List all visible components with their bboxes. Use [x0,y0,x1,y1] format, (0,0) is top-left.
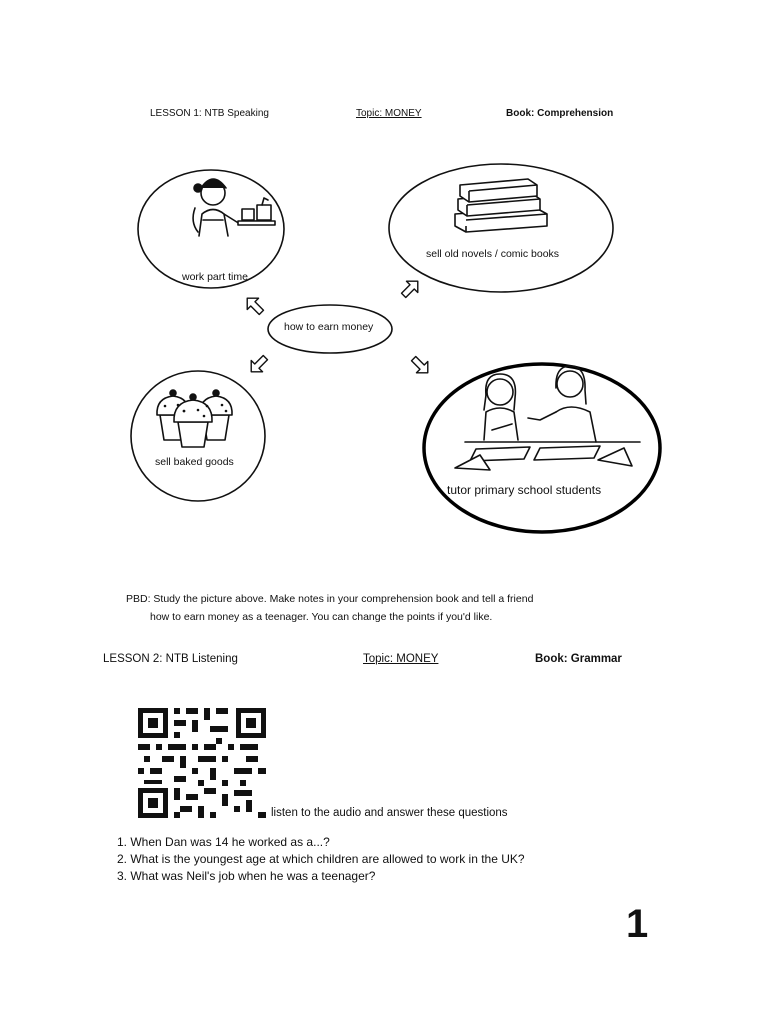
bubble-center-label: how to earn money [284,321,374,333]
lesson1-book: Book: Comprehension [506,108,614,119]
question-3: 3. What was Neil's job when he was a teenager? [117,869,376,883]
bubble-tutor-label: tutor primary school students [447,483,602,497]
arrow-to-novels-icon [398,276,423,301]
question-1: 1. When Dan was 14 he worked as a...? [117,835,330,849]
lesson1-title: LESSON 1: NTB Speaking [150,108,269,119]
pbd-line-1: PBD: Study the picture above. Make notes in your comprehension book and tell a friend [126,593,534,605]
question-2: 2. What is the youngest age at which children are allowed to work in the UK? [117,852,525,866]
lesson2-book: Book: Grammar [535,653,622,665]
lesson2-topic: Topic: MONEY [363,653,439,665]
bubble-novels-label: sell old novels / comic books [426,248,560,260]
qr-code-icon [138,708,266,818]
pbd-line-2: how to earn money as a teenager. You can change the points if you'd like. [150,611,493,623]
page-number: 1 [626,902,649,946]
bubble-work-label: work part time [182,271,248,283]
bubble-baked-label: sell baked goods [155,456,234,468]
arrow-to-work-icon [242,293,267,318]
book-stack-icon [455,179,547,232]
cupcakes-icon [157,390,232,447]
arrow-to-tutor-icon [408,353,433,378]
lesson1-topic: Topic: MONEY [356,108,422,119]
arrow-to-baked-icon [246,352,271,377]
lesson2-title: LESSON 2: NTB Listening [103,653,238,665]
listening-instruction: listen to the audio and answer these questions [271,807,508,819]
